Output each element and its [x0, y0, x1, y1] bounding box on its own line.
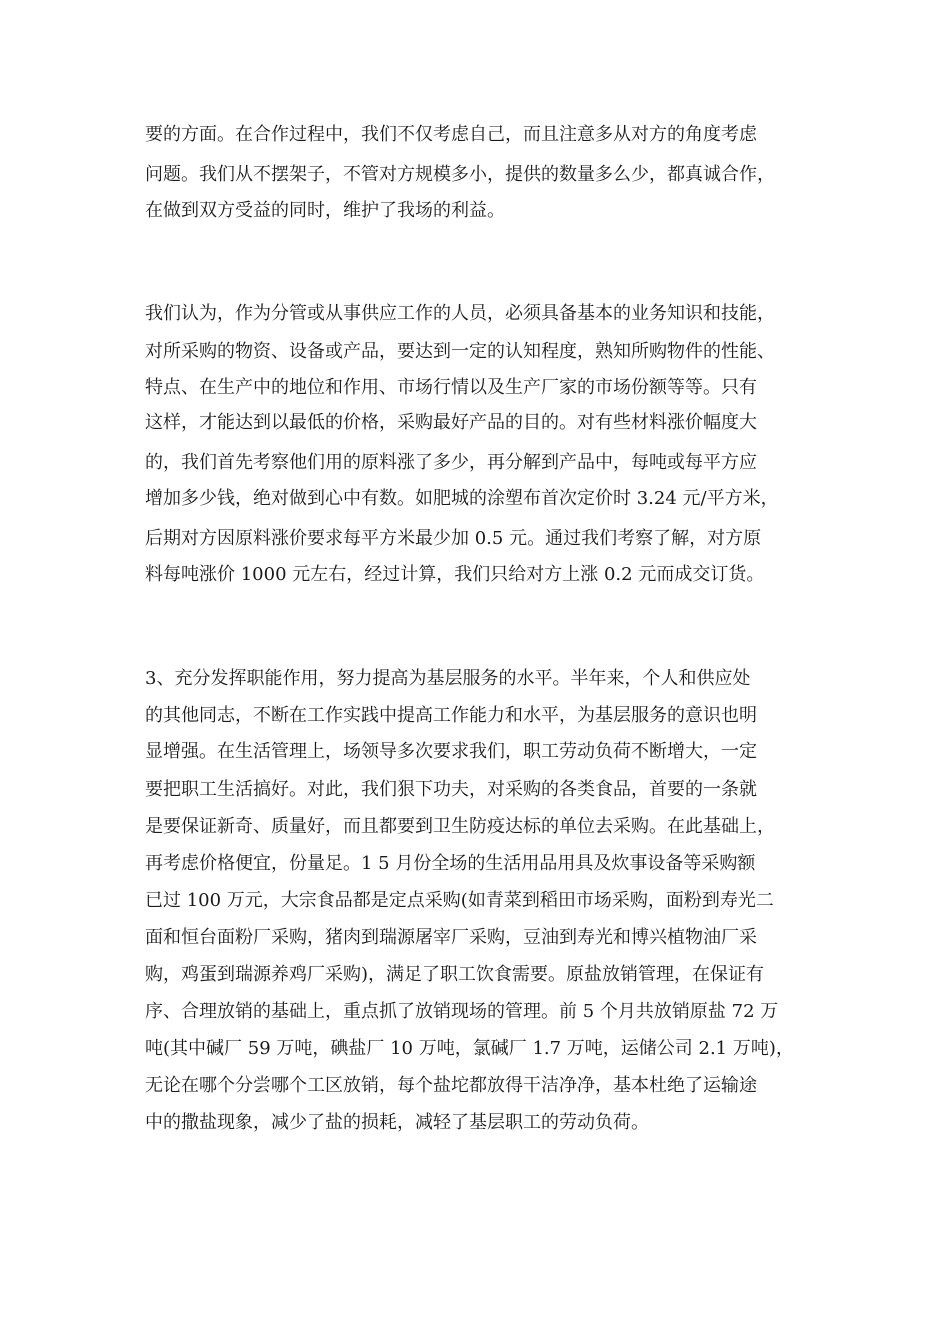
text-line: 的其他同志，不断在工作实践中提高工作能力和水平，为基层服务的意识也明	[145, 705, 757, 726]
text-line: 要的方面。在合作过程中，我们不仅考虑自己，而且注意多从对方的角度考虑	[145, 124, 757, 145]
text-line: 的，我们首先考察他们用的原料涨了多少，再分解到产品中，每吨或每平方应	[145, 452, 757, 473]
text-line: 特点、在生产中的地位和作用、市场行情以及生产厂家的市场份额等等。只有	[145, 377, 757, 398]
text-line: 问题。我们从不摆架子，不管对方规模多小，提供的数量多么少，都真诚合作，	[145, 164, 775, 185]
text-line: 中的撒盐现象，减少了盐的损耗，减轻了基层职工的劳动负荷。	[145, 1112, 649, 1133]
text-line: 料每吨涨价 1000 元左右，经过计算，我们只给对方上涨 0.2 元而成交订货。	[145, 564, 765, 585]
text-line: 购，鸡蛋到瑞源养鸡厂采购)，满足了职工饮食需要。原盐放销管理，在保证有	[145, 964, 765, 985]
text-line: 显增强。在生活管理上，场领导多次要求我们，职工劳动负荷不断增大，一定	[145, 741, 757, 762]
text-line: 是要保证新奇、质量好，而且都要到卫生防疫达标的单位去采购。在此基础上，	[145, 816, 775, 837]
text-line: 无论在哪个分尝哪个工区放销，每个盐坨都放得干洁净净，基本杜绝了运输途	[145, 1075, 757, 1096]
text-line: 面和恒台面粉厂采购，猪肉到瑞源屠宰厂采购，豆油到寿光和博兴植物油厂采	[145, 927, 757, 948]
text-line: 对所采购的物资、设备或产品，要达到一定的认知程度，熟知所购物件的性能、	[145, 341, 775, 362]
text-line: 再考虑价格便宜，份量足。1 5 月份全场的生活用品用具及炊事设备等采购额	[145, 853, 756, 874]
text-line: 我们认为，作为分管或从事供应工作的人员，必须具备基本的业务知识和技能，	[145, 303, 775, 324]
text-line: 吨(其中碱厂 59 万吨，碘盐厂 10 万吨，氯碱厂 1.7 万吨，运储公司 2.1 万吨)，	[145, 1038, 794, 1059]
text-line: 要把职工生活搞好。对此，我们狠下功夫，对采购的各类食品，首要的一条就	[145, 779, 757, 800]
text-line: 后期对方因原料涨价要求每平方米最少加 0.5 元。通过我们考察了解，对方原	[145, 528, 762, 549]
text-line: 序、合理放销的基础上，重点抓了放销现场的管理。前 5 个月共放销原盐 72 万	[145, 1001, 779, 1022]
text-line: 3、充分发挥职能作用，努力提高为基层服务的水平。半年来，个人和供应处	[145, 668, 751, 689]
text-line: 这样，才能达到以最低的价格，采购最好产品的目的。对有些材料涨价幅度大	[145, 412, 757, 433]
text-line: 已过 100 万元，大宗食品都是定点采购(如青菜到稻田市场采购，面粉到寿光二	[145, 890, 774, 911]
text-line: 增加多少钱，绝对做到心中有数。如肥城的涂塑布首次定价时 3.24 元/平方米，	[145, 488, 779, 509]
text-line: 在做到双方受益的同时，维护了我场的利益。	[145, 200, 505, 221]
